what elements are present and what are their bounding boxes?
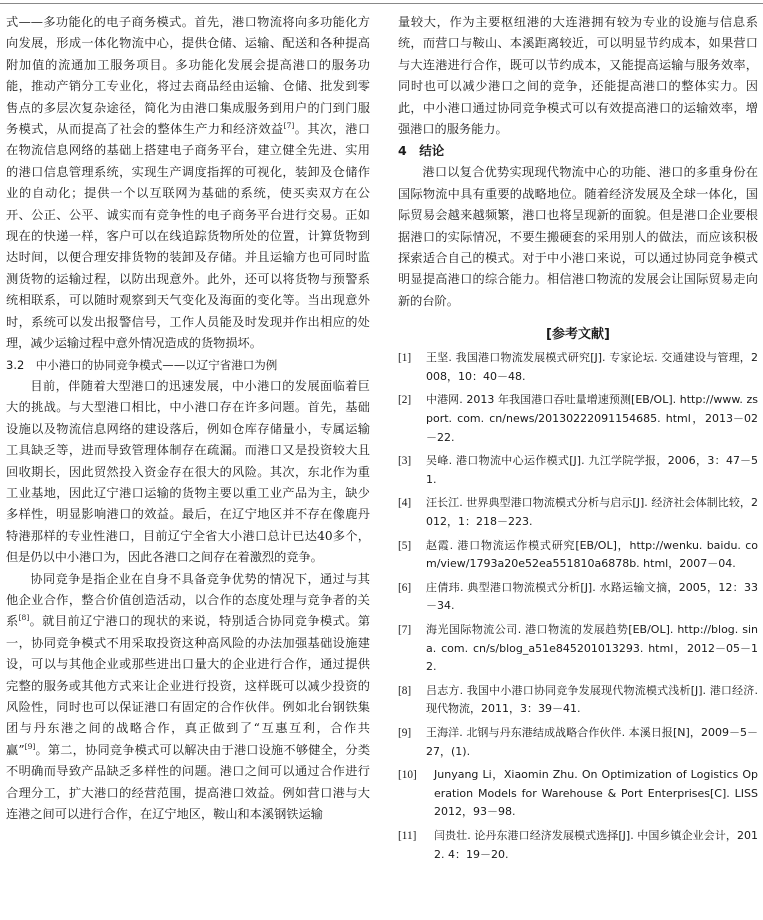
citation-7: [7] [283,120,295,130]
reference-item: [10] Junyang Li，Xiaomin Zhu. On Optimization of Logistics Operation Models for Warehouse & Port Enterprises[C]. LISS 2012，93－98. [398,768,758,819]
left-column [6,12,370,825]
reference-item: [4] 汪长江. 世界典型港口物流模式分析与启示[J]. 经济社会体制比较，2012，1：218－223. [398,496,758,529]
reference-item: [6] 庄倩玮. 典型港口物流模式分析[J]. 水路运输文摘，2005，12：33－34. [398,580,758,613]
reference-item: [1] 王坚. 我国港口物流发展模式研究[J]. 专家论坛. 交通建设与管理，2008，10：40－48. [398,351,758,383]
reference-item: [5] 赵霞. 港口物流运作模式研究[EB/OL]，http://wenku. baidu. com/view/1793a20e52ea551810a6878b. html，2007－04. [398,538,758,571]
reference-item: [9] 王海洋. 北钢与丹东港结成战略合作伙伴. 本溪日报[N]，2009－5－27，(1). [398,725,758,758]
subsection-heading: 3.2 中小港口的协同竞争模式——以辽宁省港口为例 [6,357,278,372]
paragraph-continued: 量较大，作为主要枢纽港的大连港拥有较为专业的设施与信息系统，而营口与鞍山、本溪距离较近，可以明显节约成本，如果营口与大连港进行合作，既可以节约成本，又能提高运输与服务效率，同时也可以减少港口之间的竞争，还能提高港口的整体实力。因此，中小港口通过协同竞争模式可以有效提高港口的运输效率，增强港口的服务能力。 [398,15,758,137]
paragraph-multifunction: 式——多功能化的电子商务模式。首先，港口物流将向多功能化方向发展，形成一体化物流中心，提供仓储、运输、配送和各种提高附加值的流通加工服务项目。多功能化发展会提高港口的服务功能，推动产销分工专业化，将过去商品经由运输、仓储、批发到零售点的多层次复杂途径，简化为由港口集成服务到用户的门到门服务模式，从而提高了社会的整体生产力和经济效益[7]。其次，港口在物流信息网络的基础上搭建电子商务平台，建立健全先进、实用的港口信息管理系统，实现生产调度指挥的可视化，装卸及仓储作业的自动化；提供一个以互联网为基础的系统，使买卖双方在公开、公正、公平、诚实而有竞争性的电子商务平台进行交易。正如现在的快递一样，客户可以在线追踪货物所处的位置，计算货物到达时间，以便合理安排货物的装卸及存储。并且运输方也可同时监测货物的运输过程，以防出现意外。此外，还可以将货物与预警系统相联系，可以随时观察到天气变化及海面的变化等。当出现意外时，系统可以发出报警信号，工作人员能及时发现并作出相应的处理，减少运输过程中意外情况造成的货物损坏。 [6,15,371,351]
reference-item: [2] 中港网. 2013 年我国港口吞吐量增速预测[EB/OL]. http://www. zsport. com. cn/news/20130222091154685. html，2013－02－22. [398,393,758,444]
paragraph-cooperative-competition: 协同竞争是指企业在自身不具备竞争优势的情况下，通过与其他企业合作，整合价值创造活动，以合作的态度处理与竞争者的关系[8]。就目前辽宁港口的现状的来说，特别适合协同竞争模式。第一，协同竞争模式不用采取投资这种高风险的办法加强基础设施建设，可以与其他企业或那些进出口量大的企业进行合作，通过提供完整的服务或其他方式来让企业进行投资，这样既可以减少投资的风险性，同时也可以保证港口有固定的合作伙伴。例如北台钢铁集团与丹东港之间的战略合作，真正做到了“互惠互利，合作共赢”[9]。第二，协同竞争模式可以解决由于港口设施不够健全，分类不明确而导致产品缺乏多样性的问题。港口之间可以通过合作进行合理分工，扩大港口的经营范围，提高港口效益。例如营口港与大连港之间可以进行合作，在辽宁地区，鞍山和本溪钢铁运输 [6,571,371,822]
section-heading-conclusion: 4 结论 [398,143,445,159]
citation-9: [9] [24,741,36,751]
paragraph-conclusion: 港口以复合优势实现现代物流中心的功能、港口的多重身份在国际物流中具有重要的战略地位。随着经济发展及全球一体化，国际贸易会越来越频繁，港口也将呈现新的面貌。但是港口企业要根据港口的实际情况，不要生搬硬套的采用别人的做法，而应该积极探索适合自己的模式。对于中小港口来说，可以通过协同竞争模式明显提高港口的综合能力。相信港口物流的发展会让国际贸易走向新的台阶。 [398,165,758,308]
header-rule [0,3,763,4]
citation-8: [8] [18,613,30,623]
reference-item: [3] 吴峰. 港口物流中心运作模式[J]. 九江学院学报，2006，3：47－51. [398,454,758,486]
reference-list [398,349,758,864]
references-title: [参考文献] [546,327,610,343]
right-column [398,12,758,869]
reference-item: [7] 海光国际物流公司. 港口物流的发展趋势[EB/OL]. http://blog. sina. com. cn/s/blog_a51e845201013293. html，2012－05－12. [398,623,758,674]
paragraph-small-ports: 目前，伴随着大型港口的迅速发展，中小港口的发展面临着巨大的挑战。与大型港口相比，中小港口存在许多问题。首先，基础设施以及物流信息网络的建设落后，例如仓库存储量小，专属运输工具缺乏等，进而导致管理体制存在疏漏。而港口又是投资较大且回收期长，因此贸然投入资金存在很大的风险。其次，东北作为重工业基地，因此辽宁港口运输的货物主要以重工业产品为主，缺少多样性，明显影响港口的效益。最后，在辽宁地区并不存在像鹿丹特港那样的专业性港口，目前辽宁全省大小港口总计已达40多个，但是仍以中小港口为，因此各港口之间存在着激烈的竞争。 [6,378,370,565]
reference-item: [11] 闫贵壮. 论丹东港口经济发展模式选择[J]. 中国乡镇企业会计，2012. 4：19－20. [398,828,758,861]
reference-item: [8] 吕志方. 我国中小港口协同竞争发展现代物流模式浅析[J]. 港口经济. 现代物流，2011，3：39－41. [398,683,758,716]
